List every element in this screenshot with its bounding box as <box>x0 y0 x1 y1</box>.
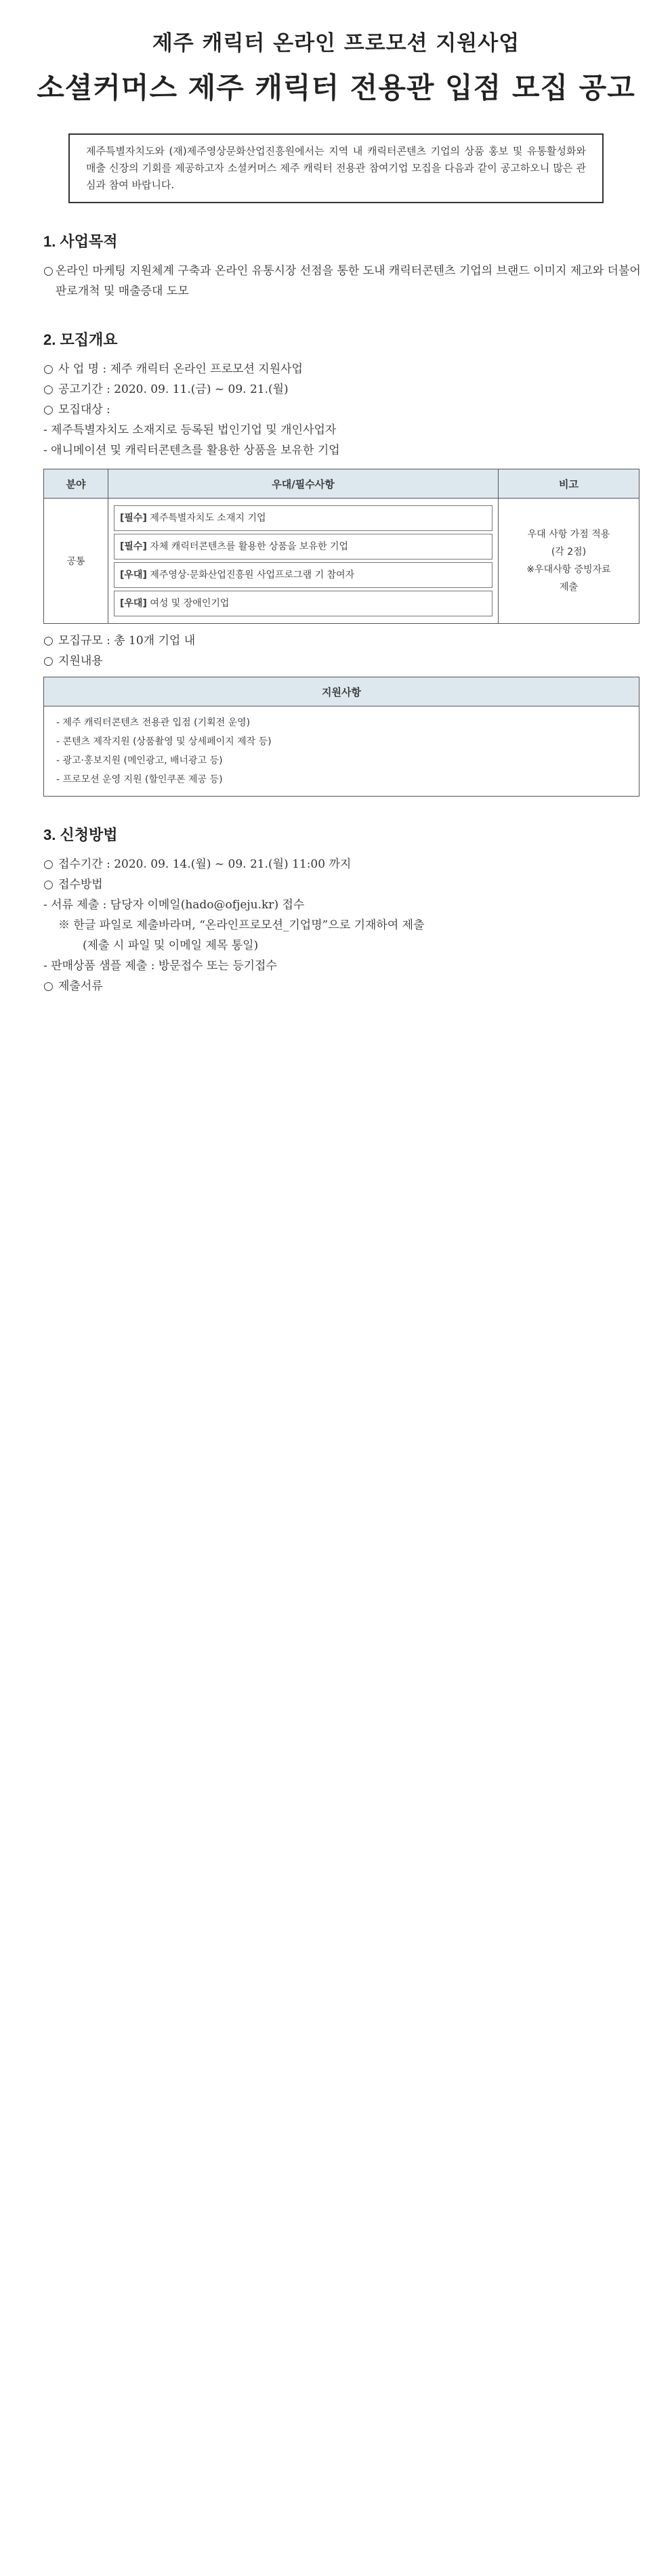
section-purpose <box>43 230 642 301</box>
note-cell: 우대 사항 가점 적용 (각 2점) ※우대사항 증빙자료 제출 <box>499 499 639 624</box>
circle-bullet-icon: ○ <box>43 634 54 648</box>
purpose-text: 온라인 마케팅 지원체계 구축과 온라인 유통시장 선점을 통한 도내 캐릭터콘텐츠 기업의 브랜드 이미지 제고와 더불어 판로개척 및 매출증대 도모 <box>55 264 641 298</box>
target-label: 모집대상 : <box>58 403 110 417</box>
circle-bullet-icon: ○ <box>43 878 54 891</box>
circle-bullet-icon: ○ <box>43 383 54 396</box>
notice-period: 공고기간 : 2020. 09. 11.(금) ~ 09. 21.(월) <box>58 383 289 396</box>
list-item: - 광고·홍보지원 (메인광고, 배너광고 등) <box>56 755 223 766</box>
docs-label: 제출서류 <box>58 979 103 993</box>
list-item: [필수] 자체 캐릭터콘텐츠를 활용한 상품을 보유한 기업 <box>114 534 492 559</box>
announcement-page <box>0 0 672 996</box>
field-cell: 공통 <box>44 499 108 624</box>
title-line-1: 제주 캐릭터 온라인 프로모션 지원사업 <box>152 31 520 56</box>
method-line-1: - 서류 제출 : 담당자 이메일(hado@ofjeju.kr) 접수 <box>43 898 305 912</box>
list-item: [우대] 여성 및 장애인기업 <box>114 591 492 616</box>
project-name: 사 업 명 : 제주 캐릭터 온라인 프로모션 지원사업 <box>58 362 303 376</box>
section-application <box>43 824 642 996</box>
list-item: - 프로모션 운영 지원 (할인쿠폰 제공 등) <box>56 774 223 785</box>
support-label: 지원내용 <box>58 654 103 668</box>
table-header: 비고 <box>499 469 639 499</box>
section-heading: 3. 신청방법 <box>43 826 118 843</box>
requirements-cell <box>108 499 499 624</box>
circle-bullet-icon: ○ <box>43 979 54 993</box>
list-item: [필수] 제주특별자치도 소재지 기업 <box>114 505 492 531</box>
circle-bullet-icon: ○ <box>43 403 54 417</box>
target-line-1: - 제주특별자치도 소재지로 등록된 법인기업 및 개인사업자 <box>43 423 337 437</box>
intro-box: 제주특별자치도와 (재)제주영상문화산업진흥원에서는 지역 내 캐릭터콘텐츠 기업의 상품 홍보 및 유통활성화와 매출 신장의 기회를 제공하고자 소셜커머스 제주 캐릭터 전용관 참여기업 모집을 다음과 같이 공고하오니 많은 관심과 참여 바랍니다. <box>68 133 604 203</box>
recruit-scale: 모집규모 : 총 10개 기업 내 <box>58 634 196 648</box>
circle-bullet-icon: ○ <box>43 654 54 668</box>
support-table <box>43 677 639 797</box>
circle-bullet-icon: ○ <box>43 264 54 278</box>
circle-bullet-icon: ○ <box>43 362 54 376</box>
section-heading: 1. 사업목적 <box>43 233 118 250</box>
list-item: - 제주 캐릭터콘텐츠 전용관 입점 (기획전 운영) <box>56 717 251 728</box>
target-line-2: - 애니메이션 및 캐릭터콘텐츠를 활용한 상품을 보유한 기업 <box>43 444 340 457</box>
application-period: 접수기간 : 2020. 09. 14.(월) ~ 09. 21.(월) 11:00 까지 <box>58 858 352 871</box>
table-header: 지원사항 <box>44 677 639 706</box>
table-header: 우대/필수사항 <box>108 469 499 499</box>
method-label: 접수방법 <box>58 878 103 891</box>
section-overview <box>43 329 642 797</box>
table-header: 분야 <box>44 469 108 499</box>
title-line-2: 소셜커머스 제주 캐릭터 전용관 입점 모집 공고 <box>37 71 635 104</box>
support-cell <box>44 706 639 797</box>
method-line-4: - 판매상품 샘플 제출 : 방문접수 또는 등기접수 <box>43 959 277 973</box>
requirements-table <box>43 469 639 624</box>
circle-bullet-icon: ○ <box>43 858 54 871</box>
list-item: [우대] 제주영상·문화산업진흥원 사업프로그램 기 참여자 <box>114 562 492 588</box>
section-heading: 2. 모집개요 <box>43 331 118 348</box>
list-item: - 콘텐츠 제작지원 (상품촬영 및 상세페이지 제작 등) <box>56 736 272 747</box>
method-line-2: ※ 한글 파일로 제출바라며, “온라인프로모션_기업명”으로 기재하여 제출 <box>58 919 425 932</box>
method-line-3: (제출 시 파일 및 이메일 제목 통일) <box>83 939 259 952</box>
